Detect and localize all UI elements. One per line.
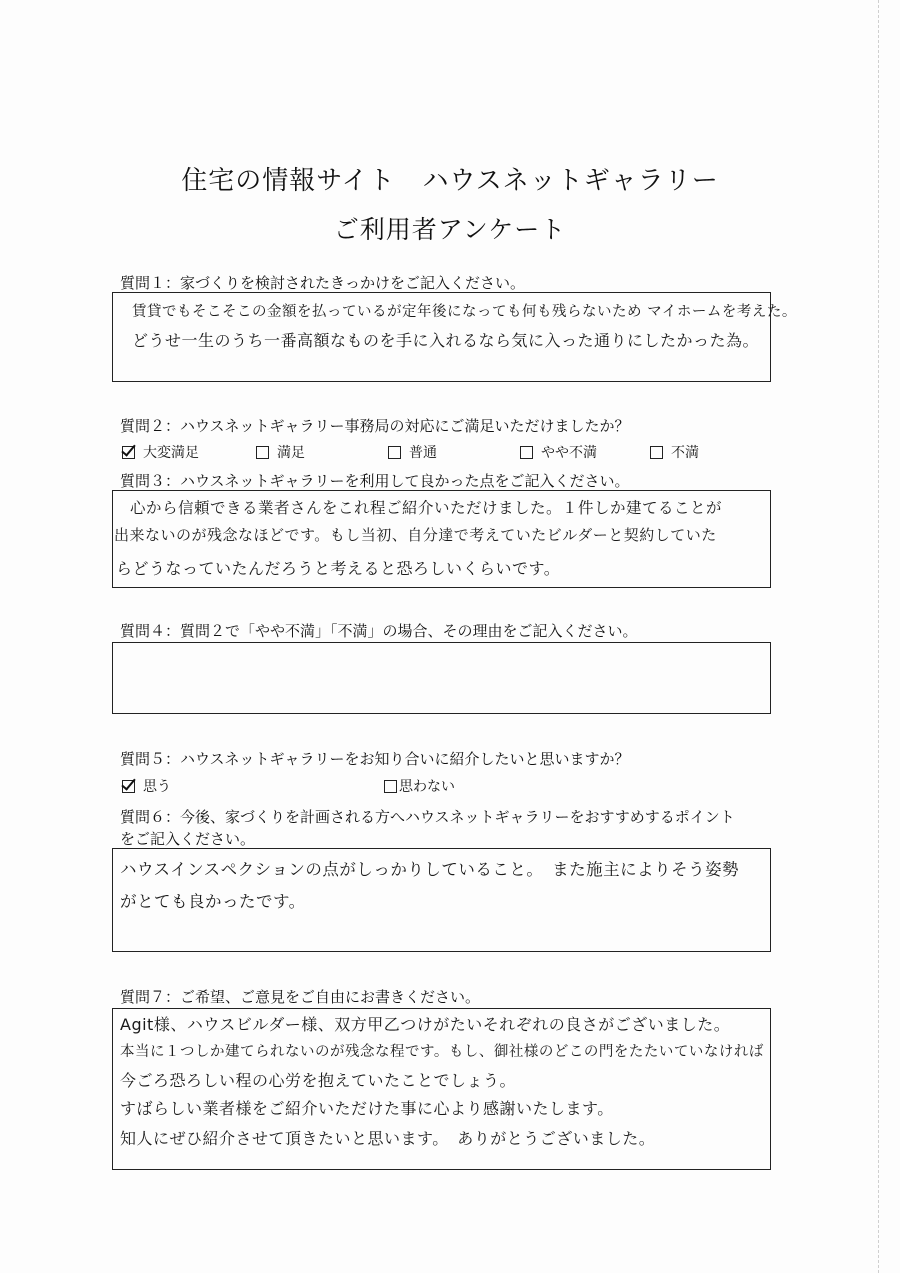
option-somewhat-dissatisfied: やや不満 bbox=[520, 442, 597, 462]
question-6-line-1: 質問６：今後、家づくりを計画される方へハウスネットギャラリーをおすすめするポイント bbox=[120, 808, 735, 826]
page-subtitle: ご利用者アンケート bbox=[333, 215, 567, 244]
checkbox-checked-icon bbox=[122, 780, 135, 793]
option-very-satisfied: 大変満足 bbox=[122, 442, 199, 462]
answer-1-line-1: 賃貸でもそこそこの金額を払っているが定年後になっても何も残らないため マイホームを考えた。 bbox=[132, 304, 797, 320]
option-neutral: 普通 bbox=[388, 442, 437, 462]
question-1: 質問１：家づくりを検討されたきっかけをご記入ください。 bbox=[120, 274, 526, 292]
answer-7-line-4: すばらしい業者様をご紹介いただけた事に心より感謝いたします。 bbox=[120, 1099, 614, 1118]
answer-box-4 bbox=[112, 642, 771, 714]
page-title: 住宅の情報サイト ハウスネットギャラリー bbox=[181, 166, 719, 196]
option-satisfied: 満足 bbox=[256, 442, 305, 462]
checkbox-icon bbox=[520, 446, 533, 459]
question-4: 質問４：質問２で「やや不満」「不満」の場合、その理由をご記入ください。 bbox=[120, 622, 638, 640]
checkbox-icon bbox=[256, 446, 269, 459]
answer-7-line-5: 知人にぜひ紹介させて頂きたいと思います。 ありがとうございました。 bbox=[120, 1129, 656, 1148]
answer-6-line-2: がとても良かったです。 bbox=[120, 892, 306, 911]
question-5: 質問５：ハウスネットギャラリーをお知り合いに紹介したいと思いますか？ bbox=[120, 750, 630, 768]
question-7: 質問７：ご希望、ご意見をご自由にお書きください。 bbox=[120, 988, 481, 1006]
answer-7-line-1: Agit様、ハウスビルダー様、双方甲乙つけがたいそれぞれの良さがございました。 bbox=[120, 1015, 731, 1034]
checkbox-icon bbox=[384, 780, 397, 793]
option-dissatisfied: 不満 bbox=[650, 442, 699, 462]
answer-7-line-2: 本当に１つしか建てられないのが残念な程です。もし、御社様のどこの門をたたいていなければ bbox=[120, 1044, 764, 1060]
answer-3-line-1: 心から信頼できる業者さんをこれ程ご紹介いただけました。１件しか建てることが bbox=[130, 499, 723, 517]
answer-3-line-3: らどうなっていたんだろうと考えると恐ろしいくらいです。 bbox=[116, 559, 561, 578]
checkbox-icon bbox=[650, 446, 663, 459]
option-yes: 思う bbox=[122, 776, 171, 796]
answer-6-line-1: ハウスインスペクションの点がしっかりしていること。 また施主によりそう姿勢 bbox=[120, 860, 740, 879]
answer-3-line-2: 出来ないのが残念なほどです。もし当初、自分達で考えていたビルダーと契約していた bbox=[114, 526, 717, 544]
option-no: 思わない bbox=[384, 776, 455, 796]
checkbox-checked-icon bbox=[122, 446, 135, 459]
answer-1-line-2: どうせ一生のうち一番高額なものを手に入れるなら気に入った通りにしたかった為。 bbox=[132, 331, 760, 350]
question-3: 質問３：ハウスネットギャラリーを利用して良かった点をご記入ください。 bbox=[120, 472, 630, 490]
question-2: 質問２：ハウスネットギャラリー事務局の対応にご満足いただけましたか？ bbox=[120, 417, 630, 435]
question-6-line-2: をご記入ください。 bbox=[120, 830, 256, 848]
checkbox-icon bbox=[388, 446, 401, 459]
answer-7-line-3: 今ごろ恐ろしい程の心労を抱えていたことでしょう。 bbox=[120, 1071, 517, 1090]
